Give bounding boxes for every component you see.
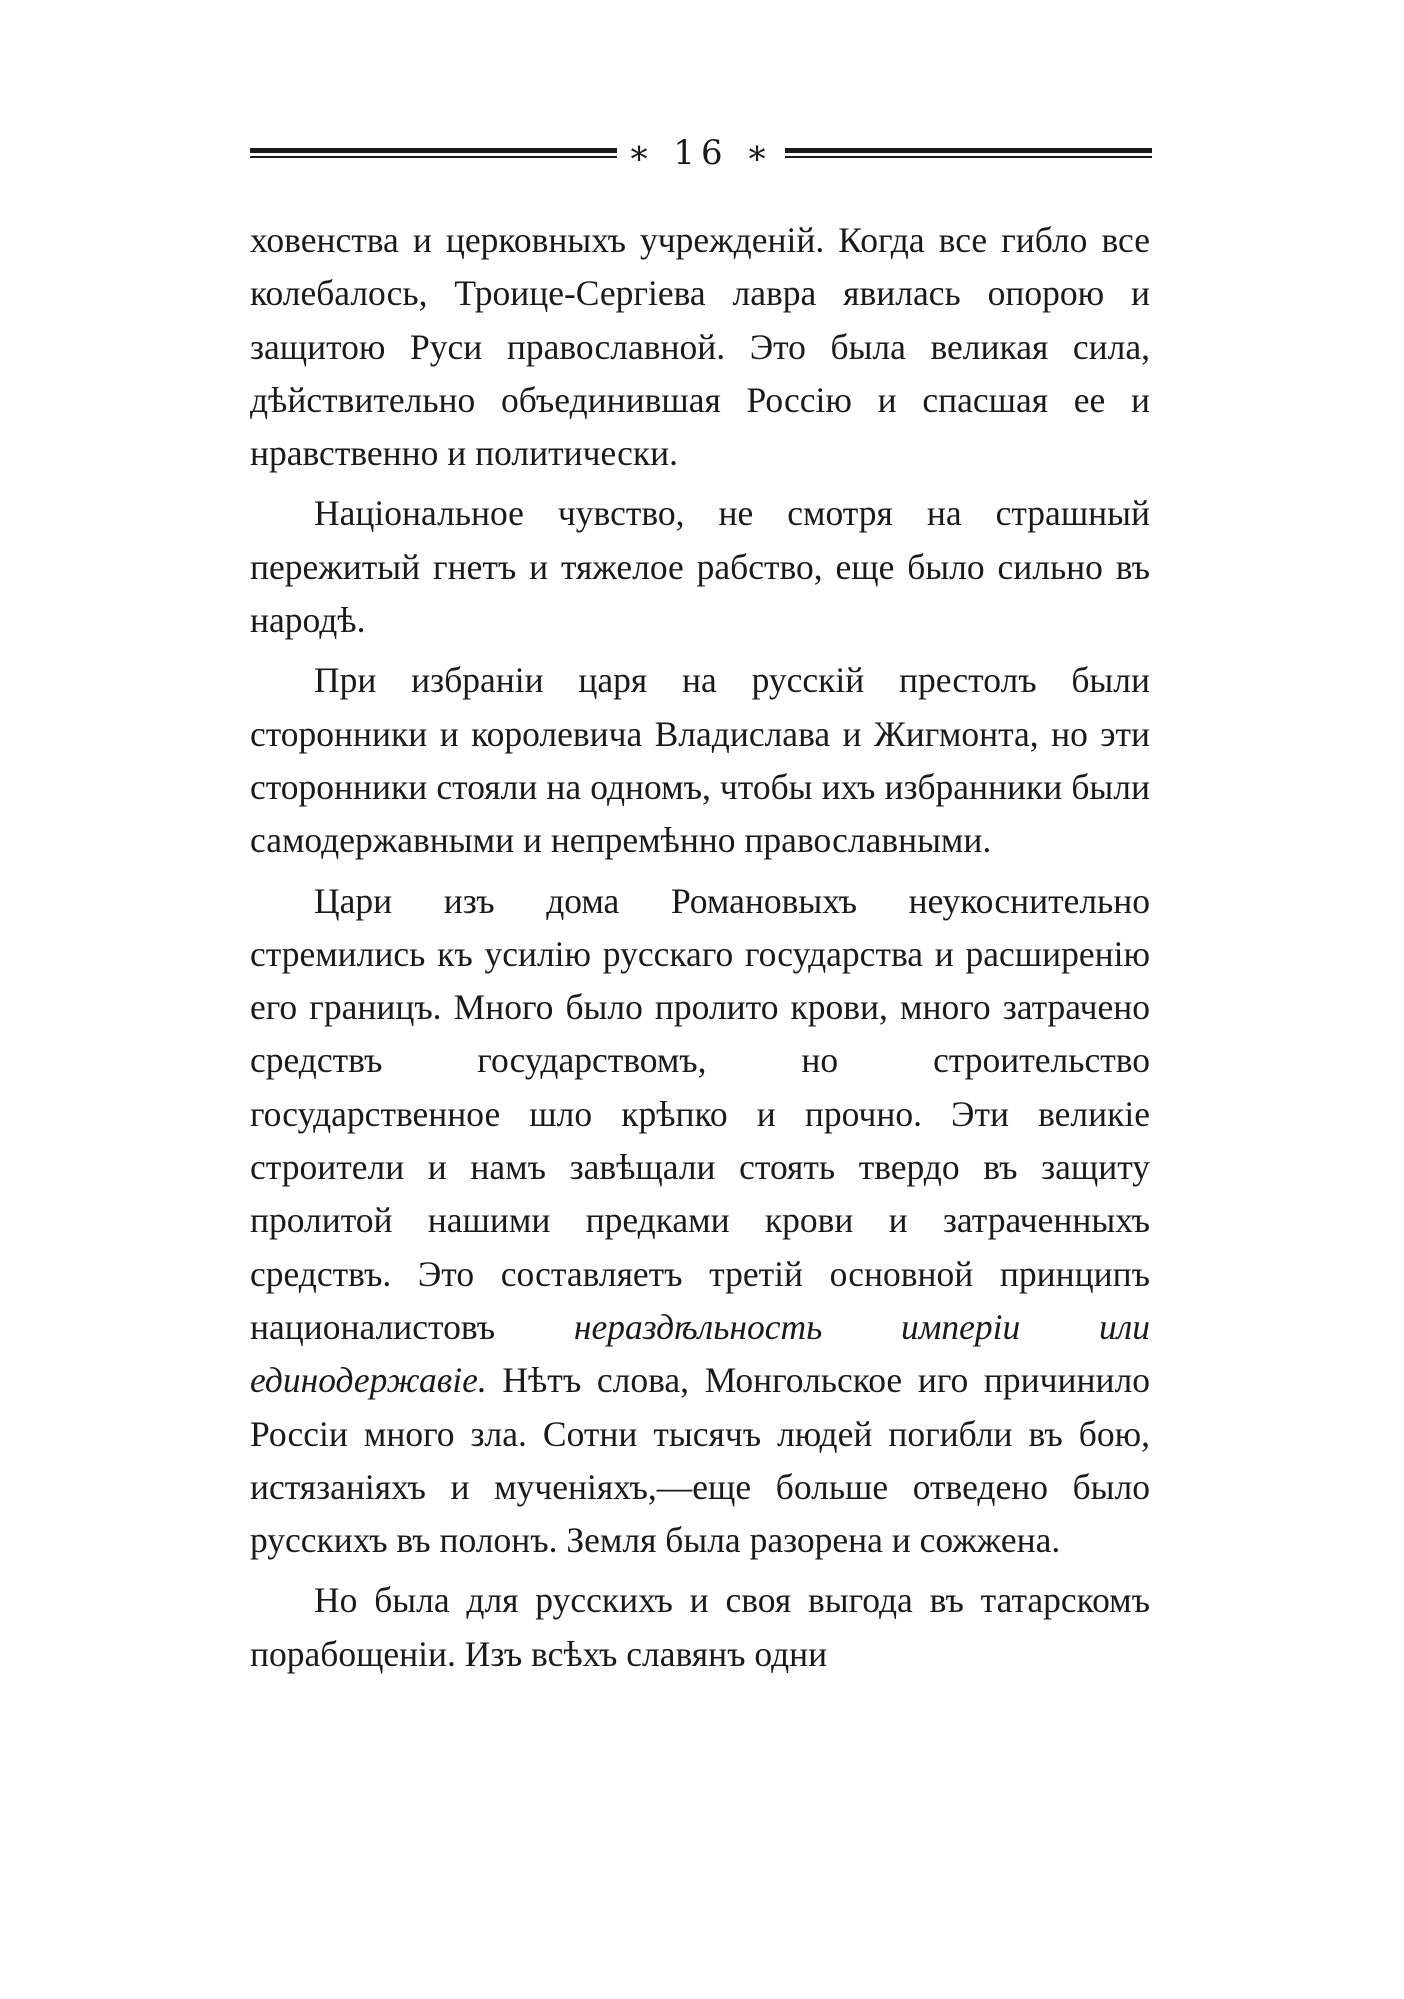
paragraph-tsar-election: При избраніи царя на русскій престолъ были сторонники и королевича Владислава и Жигмонта, но эти сторонники стояли на одномъ, чтобы ихъ избранники были самодержавными и непремѣнно православными. <box>250 660 1150 861</box>
header-rule-left <box>250 148 617 158</box>
paragraph-tatar-yoke: Но была для русскихъ и своя выгода въ татарскомъ порабощеніи. Изъ всѣхъ славянъ одни <box>250 1580 1150 1674</box>
page-number <box>627 128 774 178</box>
paragraph-national-feeling: Національное чувство, не смотря на страшный пережитый гнетъ и тяжелое рабство, еще было сильно въ народѣ. <box>250 493 1150 641</box>
paragraph-romanovs-text-2: Нѣтъ слова, Монгольское иго причинило Россіи много зла. Сотни тысячъ людей погибли въ бою, истязаніяхъ и мученіяхъ,—еще больше отведено было русскихъ въ полонъ. Земля была разорена и сожжена. <box>250 1360 1150 1561</box>
header-rule-right <box>785 148 1152 158</box>
body-text <box>250 214 1150 1688</box>
ornament-right-icon: ∗ <box>745 133 775 173</box>
ornament-left-icon: ∗ <box>627 133 657 173</box>
paragraph-romanovs <box>250 875 1150 1568</box>
page-number-value: 16 <box>673 133 729 173</box>
paragraph-romanovs-text-1: Цари изъ дома Романовыхъ неукоснительно стремились къ усилію русскаго государства и расширенію его границъ. Много было пролито крови, много затрачено средствъ государствомъ, но строительство государственное шло крѣпко и прочно. Эти великіе строители и намъ завѣщали стоять твердо въ защиту пролитой нашими предками крови и затраченныхъ средствъ. Это составляетъ третій основной принципъ националистовъ <box>250 880 1150 1347</box>
page-header <box>250 128 1152 178</box>
paragraph-continued: ховенства и церковныхъ учрежденій. Когда все гибло все колебалось, Троице-Сергіева лавра явилась опорою и защитою Руси православной. Это была великая сила, дѣйствительно объединившая Россію и спасшая ее и нравственно и политически. <box>250 220 1150 474</box>
paragraph-romanovs-italic: нераздѣльность имперіи или единодержавіе. <box>250 1306 1151 1401</box>
